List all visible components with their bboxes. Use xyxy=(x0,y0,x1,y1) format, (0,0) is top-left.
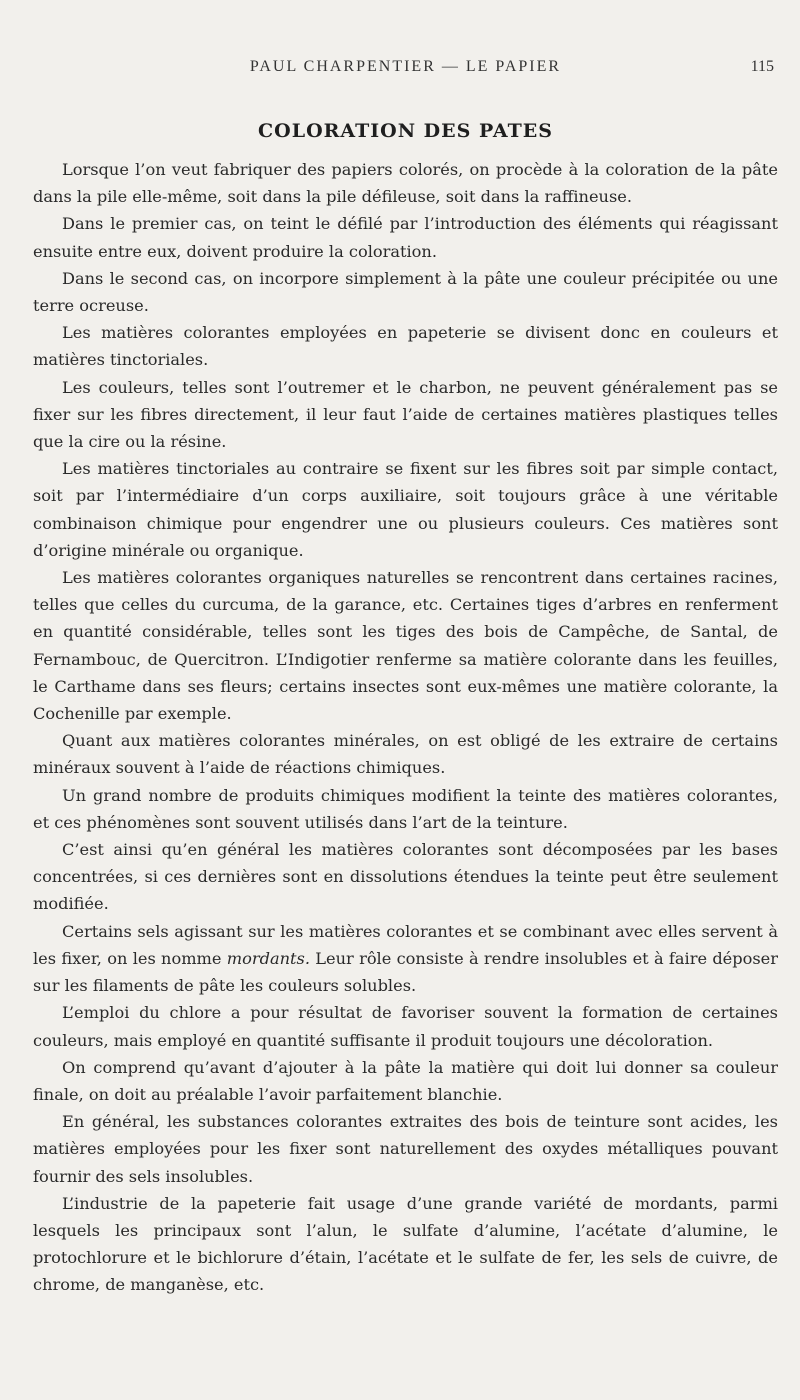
mordants-text-before: Certains sels agissant sur les matières colorantes et se combinant avec elles servent à les fixer, on les nomme xyxy=(33,921,778,968)
section-title: COLORATION DES PATES xyxy=(258,120,553,142)
paragraph: Les couleurs, telles sont l’outremer et le charbon, ne peuvent généralement pas se fixer sur les fibres directement, il leur faut l’aide de certaines matières plastiques telles que la cire ou la résine. xyxy=(33,377,778,452)
paragraph: En général, les substances colorantes extraites des bois de teinture sont acides, les matières employées pour les fixer sont naturellement des oxydes métalliques pouvant fournir des sels insolubles. xyxy=(33,1112,778,1186)
paragraph: Dans le premier cas, on teint le défilé par l’introduction des éléments qui réagissant ensuite entre eux, doivent produire la coloration. xyxy=(33,214,778,261)
paragraph: Dans le second cas, on incorpore simplement à la pâte une couleur précipitée ou une terre ocreuse. xyxy=(33,268,778,316)
running-header xyxy=(33,58,778,82)
paragraph: Les matières colorantes employées en papeterie se divisent donc en couleurs et matières tinctoriales. xyxy=(33,323,778,370)
paragraph: Un grand nombre de produits chimiques modifient la teinte des matières colorantes, et ces phénomènes sont souvent utilisés dans l’art de la teinture. xyxy=(33,785,778,832)
paragraph: L’emploi du chlore a pour résultat de favoriser souvent la formation de certaines couleurs, mais employé en quantité suffisante il produit toujours une décoloration. xyxy=(33,1003,778,1050)
paragraph-mordants xyxy=(33,918,778,1000)
paragraph: C’est ainsi qu’en général les matières colorantes sont décomposées par les bases concentrées, si ces dernières sont en dissolutions étendues la teinte peut être seulement modifiée. xyxy=(33,840,778,914)
paragraph: Les matières tinctoriales au contraire se fixent sur les fibres soit par simple contact, soit par l’intermédiaire d’un corps auxiliaire, soit toujours grâce à une véritable combinaison chimique pour engendrer une ou plusieurs couleurs. Ces matières sont d’origine minérale ou organique. xyxy=(33,459,778,560)
paragraph: Lorsque l’on veut fabriquer des papiers colorés, on procède à la coloration de la pâte dans la pile elle-même, soit dans la pile défileuse, soit dans la raffineuse. xyxy=(33,160,778,207)
paragraph: Quant aux matières colorantes minérales, on est obligé de les extraire de certains minéraux souvent à l’aide de réactions chimiques. xyxy=(33,731,778,778)
running-title: PAUL CHARPENTIER — LE PAPIER xyxy=(249,58,562,75)
page-number: 115 xyxy=(750,58,774,75)
mordants-text-after: Leur rôle consiste à rendre insolubles et à faire déposer sur les filaments de pâte les couleurs solubles. xyxy=(33,948,778,996)
paragraph: On comprend qu’avant d’ajouter à la pâte la matière qui doit lui donner sa couleur finale, on doit au préalable l’avoir parfaitement blanchie. xyxy=(33,1057,778,1104)
mordants-term: mordants. xyxy=(226,948,311,968)
body-text xyxy=(33,156,778,1299)
paragraph: Les matières colorantes organiques naturelles se rencontrent dans certaines racines, telles que celles du curcuma, de la garance, etc. Certaines tiges d’arbres en renferment en quantité considérable, telles sont les tiges des bois de Campêche, de Santal, de Fernambouc, de Quercitron. L’Indigotier renferme sa matière colorante dans les feuilles, le Carthame dans ses fleurs; certains insectes sont eux-mêmes une matière colorante, la Cochenille par exemple. xyxy=(33,568,778,724)
paragraph: L’industrie de la papeterie fait usage d’une grande variété de mordants, parmi lesquels les principaux sont l’alun, le sulfate d’alumine, l’acétate d’alumine, le protochlorure et le bichlorure d’étain, l’acétate et le sulfate de fer, les sels de cuivre, de chrome, de manganèse, etc. xyxy=(33,1193,778,1295)
